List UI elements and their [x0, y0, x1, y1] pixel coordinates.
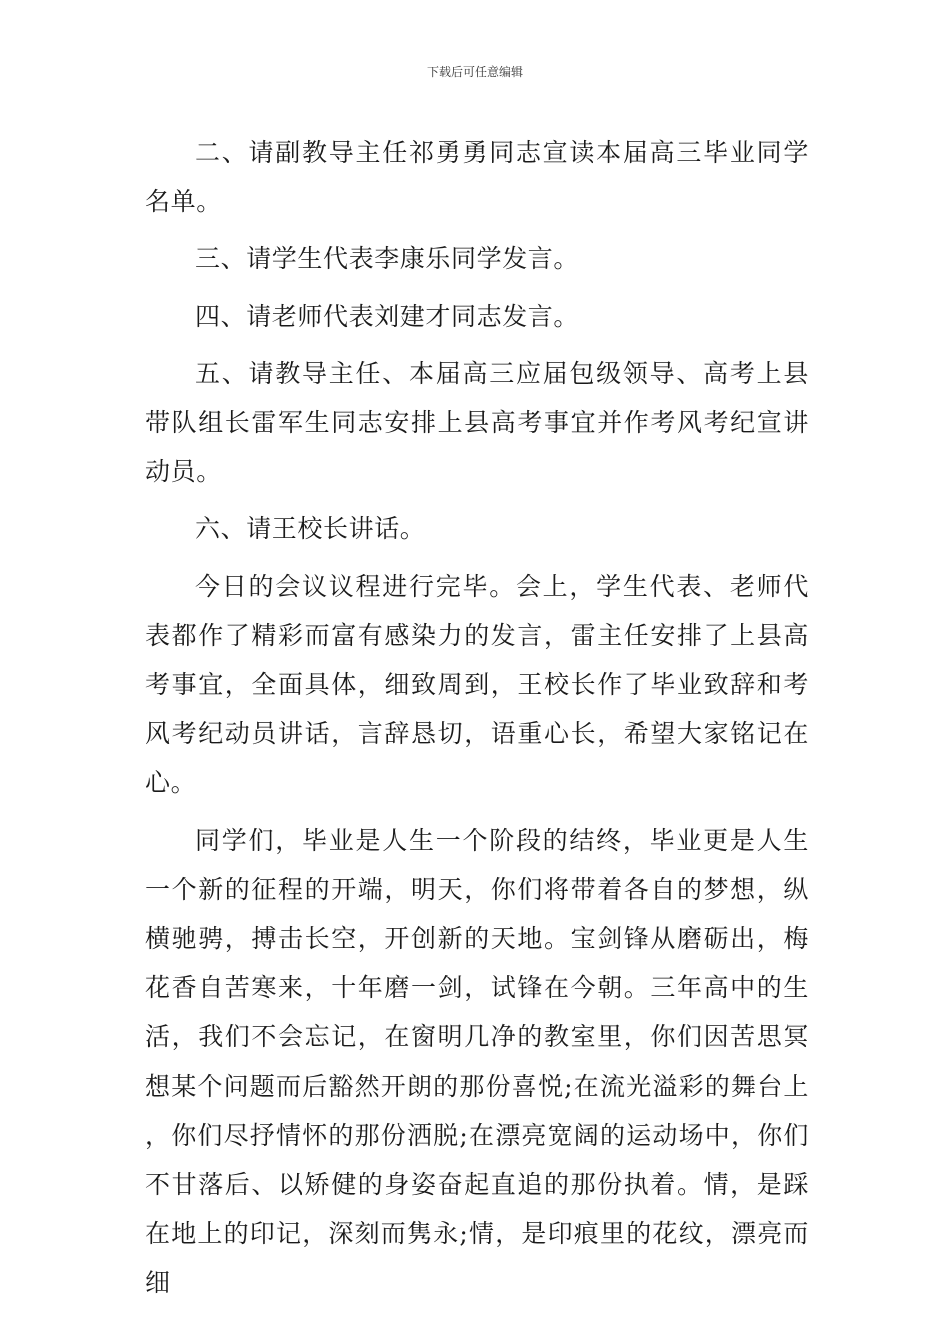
closing-speech-paragraph: 同学们，毕业是人生一个阶段的结终，毕业更是人生一个新的征程的开端，明天，你们将带着各自的梦想，纵横驰骋，搏击长空，开创新的天地。宝剑锋从磨砺出，梅花香自苦寒来，十年磨一剑，试锋在今朝。三年高中的生活，我们不会忘记，在窗明几净的教室里，你们因苦思冥想某个问题而后豁然开朗的那份喜悦;在流光溢彩的舞台上，你们尽抒情怀的那份洒脱;在漂亮宽阔的运动场中，你们不甘落后、以矫健的身姿奋起直追的那份执着。情，是踩在地上的印记，深刻而隽永;情，是印痕里的花纹，漂亮而细: [145, 825, 809, 1298]
page-header: 下载后可任意编辑: [426, 65, 523, 79]
agenda-item-2: 二、请副教导主任祁勇勇同志宣读本届高三毕业同学名单。: [145, 138, 809, 217]
agenda-item-3: 三、请学生代表李康乐同学发言。: [195, 244, 580, 274]
agenda-item-4: 四、请老师代表刘建才同志发言。: [195, 301, 580, 331]
meeting-summary-paragraph: 今日的会议议程进行完毕。会上，学生代表、老师代表都作了精彩而富有感染力的发言，雷主任安排了上县高考事宜，全面具体，细致周到，王校长作了毕业致辞和考风考纪动员讲话，言辞恳切，语重心长，希望大家铭记在心。: [145, 571, 809, 798]
agenda-item-5: 五、请教导主任、本届高三应届包级领导、高考上县带队组长雷军生同志安排上县高考事宜并作考风考纪宣讲动员。: [145, 358, 809, 487]
agenda-item-6: 六、请王校长讲话。: [195, 514, 426, 544]
document-body: [145, 128, 809, 1316]
